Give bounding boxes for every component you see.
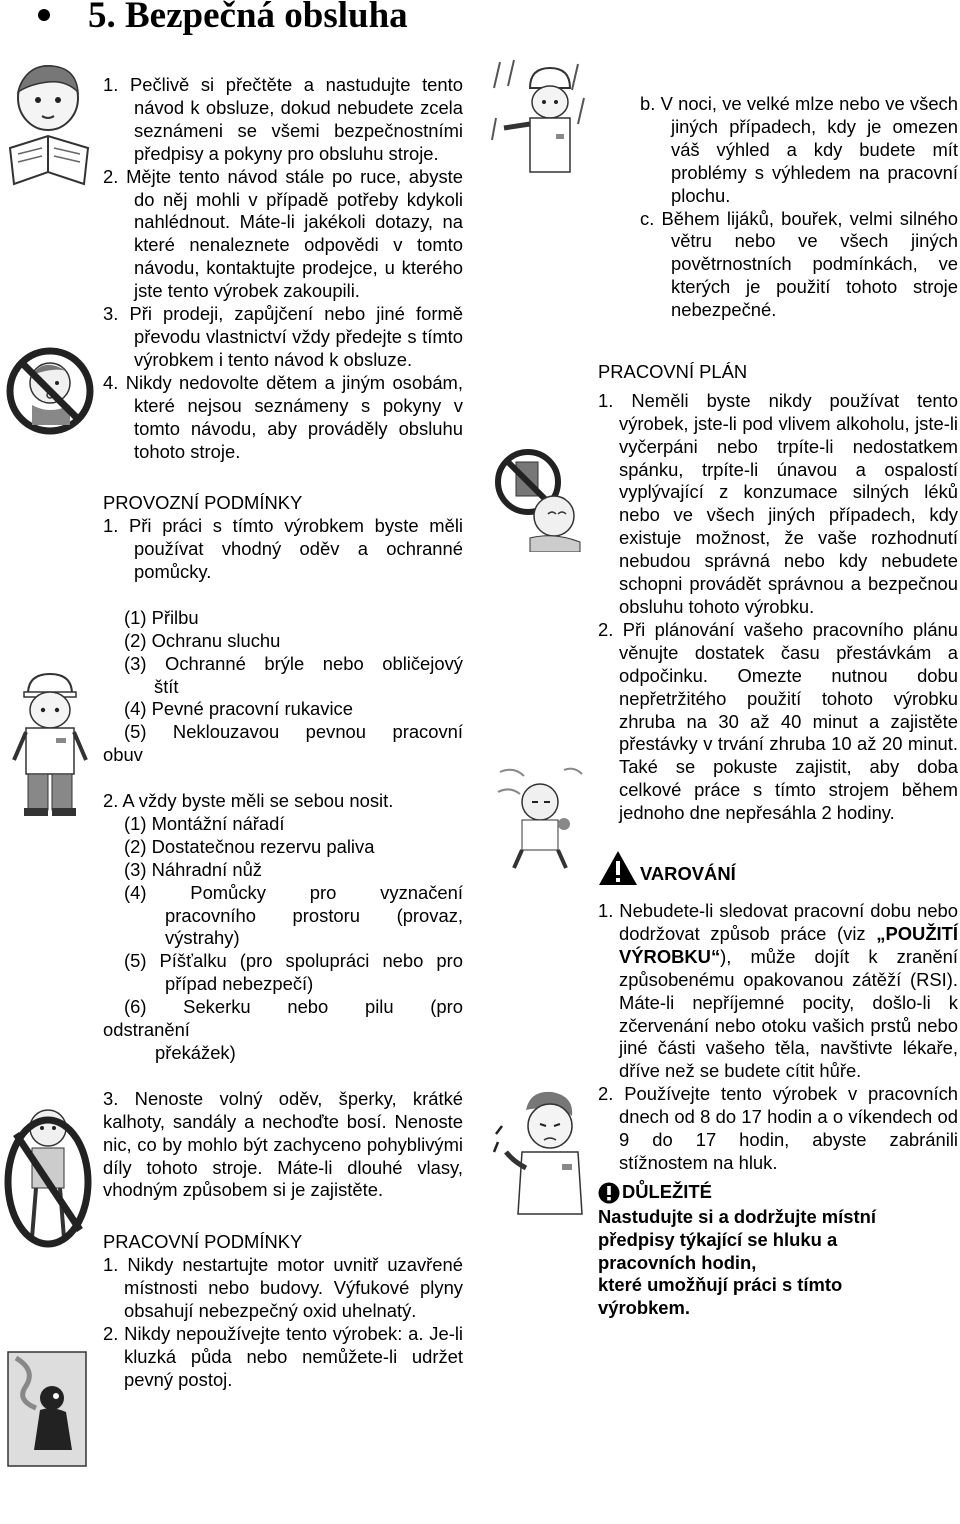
carry-item-cont: pracovního prostoru (provaz,	[165, 904, 463, 926]
carry-item: (5) Píšťalku (pro spolupráci nebo pro	[124, 950, 463, 972]
carry-item-cont: případ nebezpečí)	[165, 973, 314, 995]
intro-item-3: 3. Při prodeji, zapůjčení nebo jiné formě převodu vlastnictví vždy předejte s tímto výrobkem i tento návod k obsluze.	[103, 303, 463, 370]
intro-item-2: 2. Mějte tento návod stále po ruce, abyste do něj mohli v případě potřeby kdykoli nahlédnout. Máte-li jakékoli dotazy, na které nenaleznete odpovědi v tomto návodu, kontaktujte prodejce, u kterého jste tento výrobek zakoupili.	[103, 165, 463, 302]
weather-item-c: c. Během lijáků, bouřek, velmi silného větru nebo ve všech jiných povětrnostních podmínkách, ve kterých je použití tohoto stroje nebezpečné.	[640, 207, 958, 321]
pracovni-podminky-heading: PRACOVNÍ PODMÍNKY	[103, 1231, 303, 1253]
no-loose-clothing-illustration	[2, 1098, 94, 1258]
plan-item-1: 1. Neměli byste nikdy používat tento výrobek, jste-li pod vlivem alkoholu, jste-li vyčerpáni nebo trpíte-li nedostatkem spánku, trpíte-li únavou a ospalostí vyplývající z konzumace silných léků nebo ve všech jiných případech, kdy existuje možnost, že vaše rozhodnutí nebudou správná nebo kdy nebudete schopni provádět správnou a bezpečnou obsluhu tohoto výrobku.	[598, 389, 958, 618]
carry-list	[103, 813, 463, 1019]
plan-item-2: 2. Při plánování vašeho pracovního plánu věnujte dostatek času přestávkám a odpočinku. Omezte nutnou dobu nepřetržitého použití tohoto výrobku zhruba na 30 až 40 minut a zajistěte přestávky v trvání zhruba 10 až 20 minut. Také se pokuste zajistit, aby doba celkové práce s tímto strojem během jednoho dne nepřesáhla 2 hodiny.	[598, 618, 958, 824]
reading-manual-illustration	[4, 58, 96, 188]
pracovni-item-2: 2. Nikdy nepoužívejte tento výrobek: a. Je-li kluzká půda nebo nemůžete-li udržet pevný postoj.	[103, 1322, 463, 1390]
carry-item: (3) Náhradní nůž	[124, 858, 263, 880]
carry-item-cont: výstrahy)	[165, 927, 240, 949]
provozni-item-3: 3. Nenoste volný oděv, šperky, krátké kalhoty, sandály a nechoďte bosí. Nenoste nic, co by mohlo být zachyceno pohyblivými díly tohoto stroje. Máte-li dlouhé vlasy, vhodným způsobem si je zajistěte.	[103, 1087, 463, 1201]
provozni-item-1: 1. Při práci s tímto výrobkem byste měli používat vhodný oděv a ochranné pomůcky.	[103, 515, 463, 583]
no-alcohol-illustration	[490, 442, 586, 552]
important-text: Nastudujte si a dodržujte místní předpisy týkající se hluku a pracovních hodin, které umožňují práci s tímto výrobkem.	[598, 1205, 876, 1319]
gear-item: (3) Ochranné brýle nebo obličejový	[124, 652, 463, 674]
gear-item: (2) Ochranu sluchu	[124, 629, 281, 651]
carry-item: (1) Montážní nářadí	[124, 812, 285, 834]
carry-item: (6) Sekerku nebo pilu (pro	[124, 996, 463, 1018]
carry-item-cont: překážek)	[155, 1042, 236, 1064]
gear-item-cont: obuv	[103, 744, 143, 766]
important-heading: DŮLEŽITÉ	[598, 1181, 958, 1204]
gear-item: (5) Neklouzavou pevnou pracovní	[124, 721, 463, 743]
gear-list	[103, 607, 463, 744]
bullet-icon	[38, 9, 50, 21]
worker-in-rain-illustration	[490, 58, 590, 188]
carry-item: (2) Dostatečnou rezervu paliva	[124, 835, 375, 857]
section-heading: 5. Bezpečná obsluha	[38, 0, 408, 37]
right-column	[598, 93, 958, 1320]
carry-item-cont: odstranění	[103, 1019, 190, 1041]
carry-item: (4) Pomůcky pro vyznačení	[124, 881, 463, 903]
intro-item-1: 1. Pečlivě si přečtěte a nastudujte tento návod k obsluze, dokud nebudete zcela seznámeni se všemi bezpečnostními předpisy a pokyny pro obsluhu stroje.	[103, 74, 463, 164]
left-column	[103, 74, 463, 1392]
warning-heading: VAROVÁNÍ	[598, 850, 958, 886]
gear-item: (4) Pevné pracovní rukavice	[124, 698, 353, 720]
warning-triangle-icon	[598, 850, 638, 886]
provozni-podminky-heading: PROVOZNÍ PODMÍNKY	[103, 492, 303, 514]
warning-item-1: 1. Nebudete-li sledovat pracovní dobu nebo dodržovat způsob práce (viz „POUŽITÍ VÝROBKU“), může dojít k zranění způsobenému opakovanou zátěží (RSI). Máte-li nepříjemné pocity, došlo-li k zčervenání nebo otoku vašich prstů nebo jiné části vašeho těla, navštivte lékaře, dříve než se budete cítit hůře.	[598, 899, 958, 1082]
carry-heading: 2. A vždy byste měli se sebou nosit.	[103, 790, 394, 812]
gear-item: (1) Přilbu	[124, 606, 199, 628]
no-children-illustration	[4, 345, 96, 437]
pracovni-item-1: 1. Nikdy nestartujte motor uvnitř uzavřené místnosti nebo budovy. Výfukové plyny obsahují nebezpečný oxid uhelnatý.	[103, 1254, 463, 1321]
gear-item-cont: štít	[154, 675, 179, 697]
worker-with-helmet-illustration	[10, 668, 90, 818]
exclamation-circle-icon	[598, 1182, 620, 1204]
pracovni-plan-heading: PRACOVNÍ PLÁN	[598, 360, 748, 382]
tired-worker-illustration	[494, 762, 586, 872]
exhaust-fumes-illustration	[6, 1350, 88, 1468]
hand-pain-illustration	[490, 1086, 586, 1216]
warning-item-2: 2. Používejte tento výrobek v pracovních dnech od 8 do 17 hodin a o víkendech od 9 do 17 hodin, abyste zabránili stížnostem na hluk.	[598, 1083, 959, 1173]
intro-item-4: 4. Nikdy nedovolte dětem a jiným osobám, které nejsou seznámeny s pokyny v tomto návodu, aby prováděly obsluhu tohoto stroje.	[103, 371, 463, 462]
weather-item-b: b. V noci, ve velké mlze nebo ve všech jiných případech, kdy je omezen váš výhled a kdy budete mít problémy s výhledem na pracovní plochu.	[640, 93, 958, 206]
